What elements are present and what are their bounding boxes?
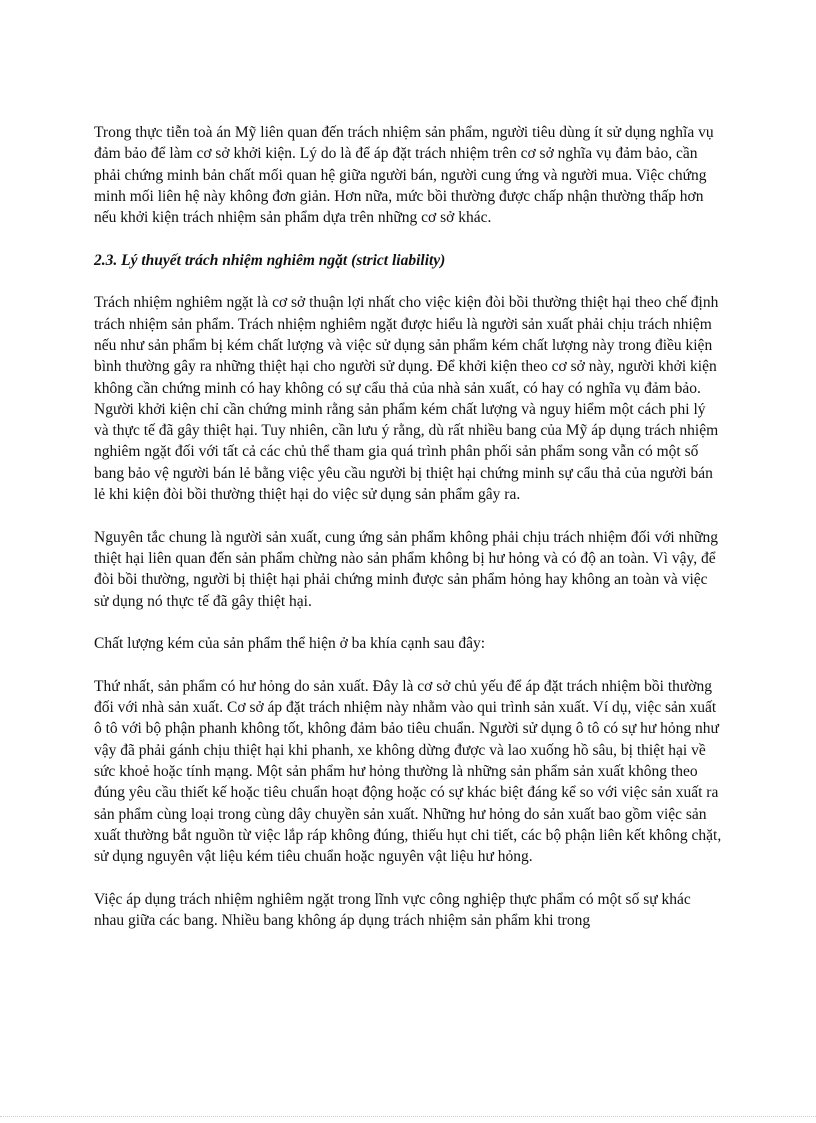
page-bottom-rule (0, 1116, 816, 1117)
paragraph-strict-liability: Trách nhiệm nghiêm ngặt là cơ sở thuận lợi nhất cho việc kiện đòi bồi thường thiệt hại theo chế định trách nhiệm sản phẩm. Trách nhiệm nghiêm ngặt được hiểu là người sản xuất phải chịu trách nhiệm nếu như sản phẩm bị kém chất lượng và việc sử dụng sản phẩm kém chất lượng này trong điều kiện bình thường gây ra những thiệt hại cho người sử dụng. Để khởi kiện theo cơ sở này, người khởi kiện không cần chứng minh có hay không có sự cẩu thả của nhà sản xuất, có hay có nghĩa vụ đảm bảo. Người khởi kiện chỉ cần chứng minh rằng sản phẩm kém chất lượng và nguy hiểm một cách phi lý và thực tế đã gây thiệt hại. Tuy nhiên, cần lưu ý rằng, dù rất nhiều bang của Mỹ áp dụng trách nhiệm nghiêm ngặt đối với tất cả các chủ thể tham gia quá trình phân phối sản phẩm song vẫn có một số bang bảo vệ người bán lẻ bằng việc yêu cầu người bị thiệt hại chứng minh sự cẩu thả của người bán lẻ khi kiện đòi bồi thường thiệt hại do việc sử dụng sản phẩm gây ra. (94, 294, 719, 504)
paragraph-food-industry: Việc áp dụng trách nhiệm nghiêm ngặt trong lĩnh vực công nghiệp thực phẩm có một số sự khác nhau giữa các bang. Nhiều bang không áp dụng trách nhiệm sản phẩm khi trong (94, 890, 691, 929)
paragraph-product-liability-warranty: Trong thực tiễn toà án Mỹ liên quan đến trách nhiệm sản phẩm, người tiêu dùng ít sử dụng nghĩa vụ đảm bảo để làm cơ sở khởi kiện. Lý do là để áp đặt trách nhiệm trên cơ sở nghĩa vụ đảm bảo, cần phải chứng minh bản chất mối quan hệ giữa người bán, người cung ứng và người mua. Việc chứng minh mối liên hệ này không đơn giản. Hơn nữa, mức bồi thường được chấp nhận thường thấp hơn nếu khởi kiện trách nhiệm sản phẩm dựa trên những cơ sở khác. (94, 124, 714, 227)
document-body (94, 122, 724, 953)
paragraph-quality-aspects: Chất lượng kém của sản phẩm thể hiện ở ba khía cạnh sau đây: (94, 635, 486, 653)
paragraph-manufacturing-defect: Thứ nhất, sản phẩm có hư hỏng do sản xuất. Đây là cơ sở chủ yếu để áp đặt trách nhiệm bồi thường đối với nhà sản xuất. Cơ sở áp đặt trách nhiệm này nhằm vào qui trình sản xuất. Ví dụ, việc sản xuất ô tô với bộ phận phanh không tốt, không đảm bảo tiêu chuẩn. Người sử dụng ô tô có sự hư hỏng như vậy đã phải gánh chịu thiệt hại khi phanh, xe không dừng được và lao xuống hồ sâu, bị thiệt hại về sức khoẻ hoặc tính mạng. Một sản phẩm hư hỏng thường là những sản phẩm sản xuất không theo đúng yêu cầu thiết kế hoặc tiêu chuẩn hoạt động hoặc có sự khác biệt đáng kể so với việc sản xuất ra sản phẩm cùng loại trong cùng dây chuyền sản xuất. Những hư hỏng do sản xuất bao gồm việc sản xuất thường bắt nguồn từ việc lắp ráp không đúng, thiếu hụt chi tiết, các bộ phận liên kết không chặt, sử dụng nguyên vật liệu kém tiêu chuẩn hoặc nguyên vật liệu hư hỏng. (94, 677, 722, 866)
paragraph-general-principle: Nguyên tắc chung là người sản xuất, cung ứng sản phẩm không phải chịu trách nhiệm đối với những thiệt hại liên quan đến sản phẩm chừng nào sản phẩm không bị hư hỏng và có độ an toàn. Vì vậy, để đòi bồi thường, người bị thiệt hại phải chứng minh được sản phẩm hỏng hay không an toàn và việc sử dụng nó thực tế đã gây thiệt hại. (94, 528, 719, 610)
section-heading: 2.3. Lý thuyết trách nhiệm nghiêm ngặt (strict liability) (94, 251, 446, 269)
